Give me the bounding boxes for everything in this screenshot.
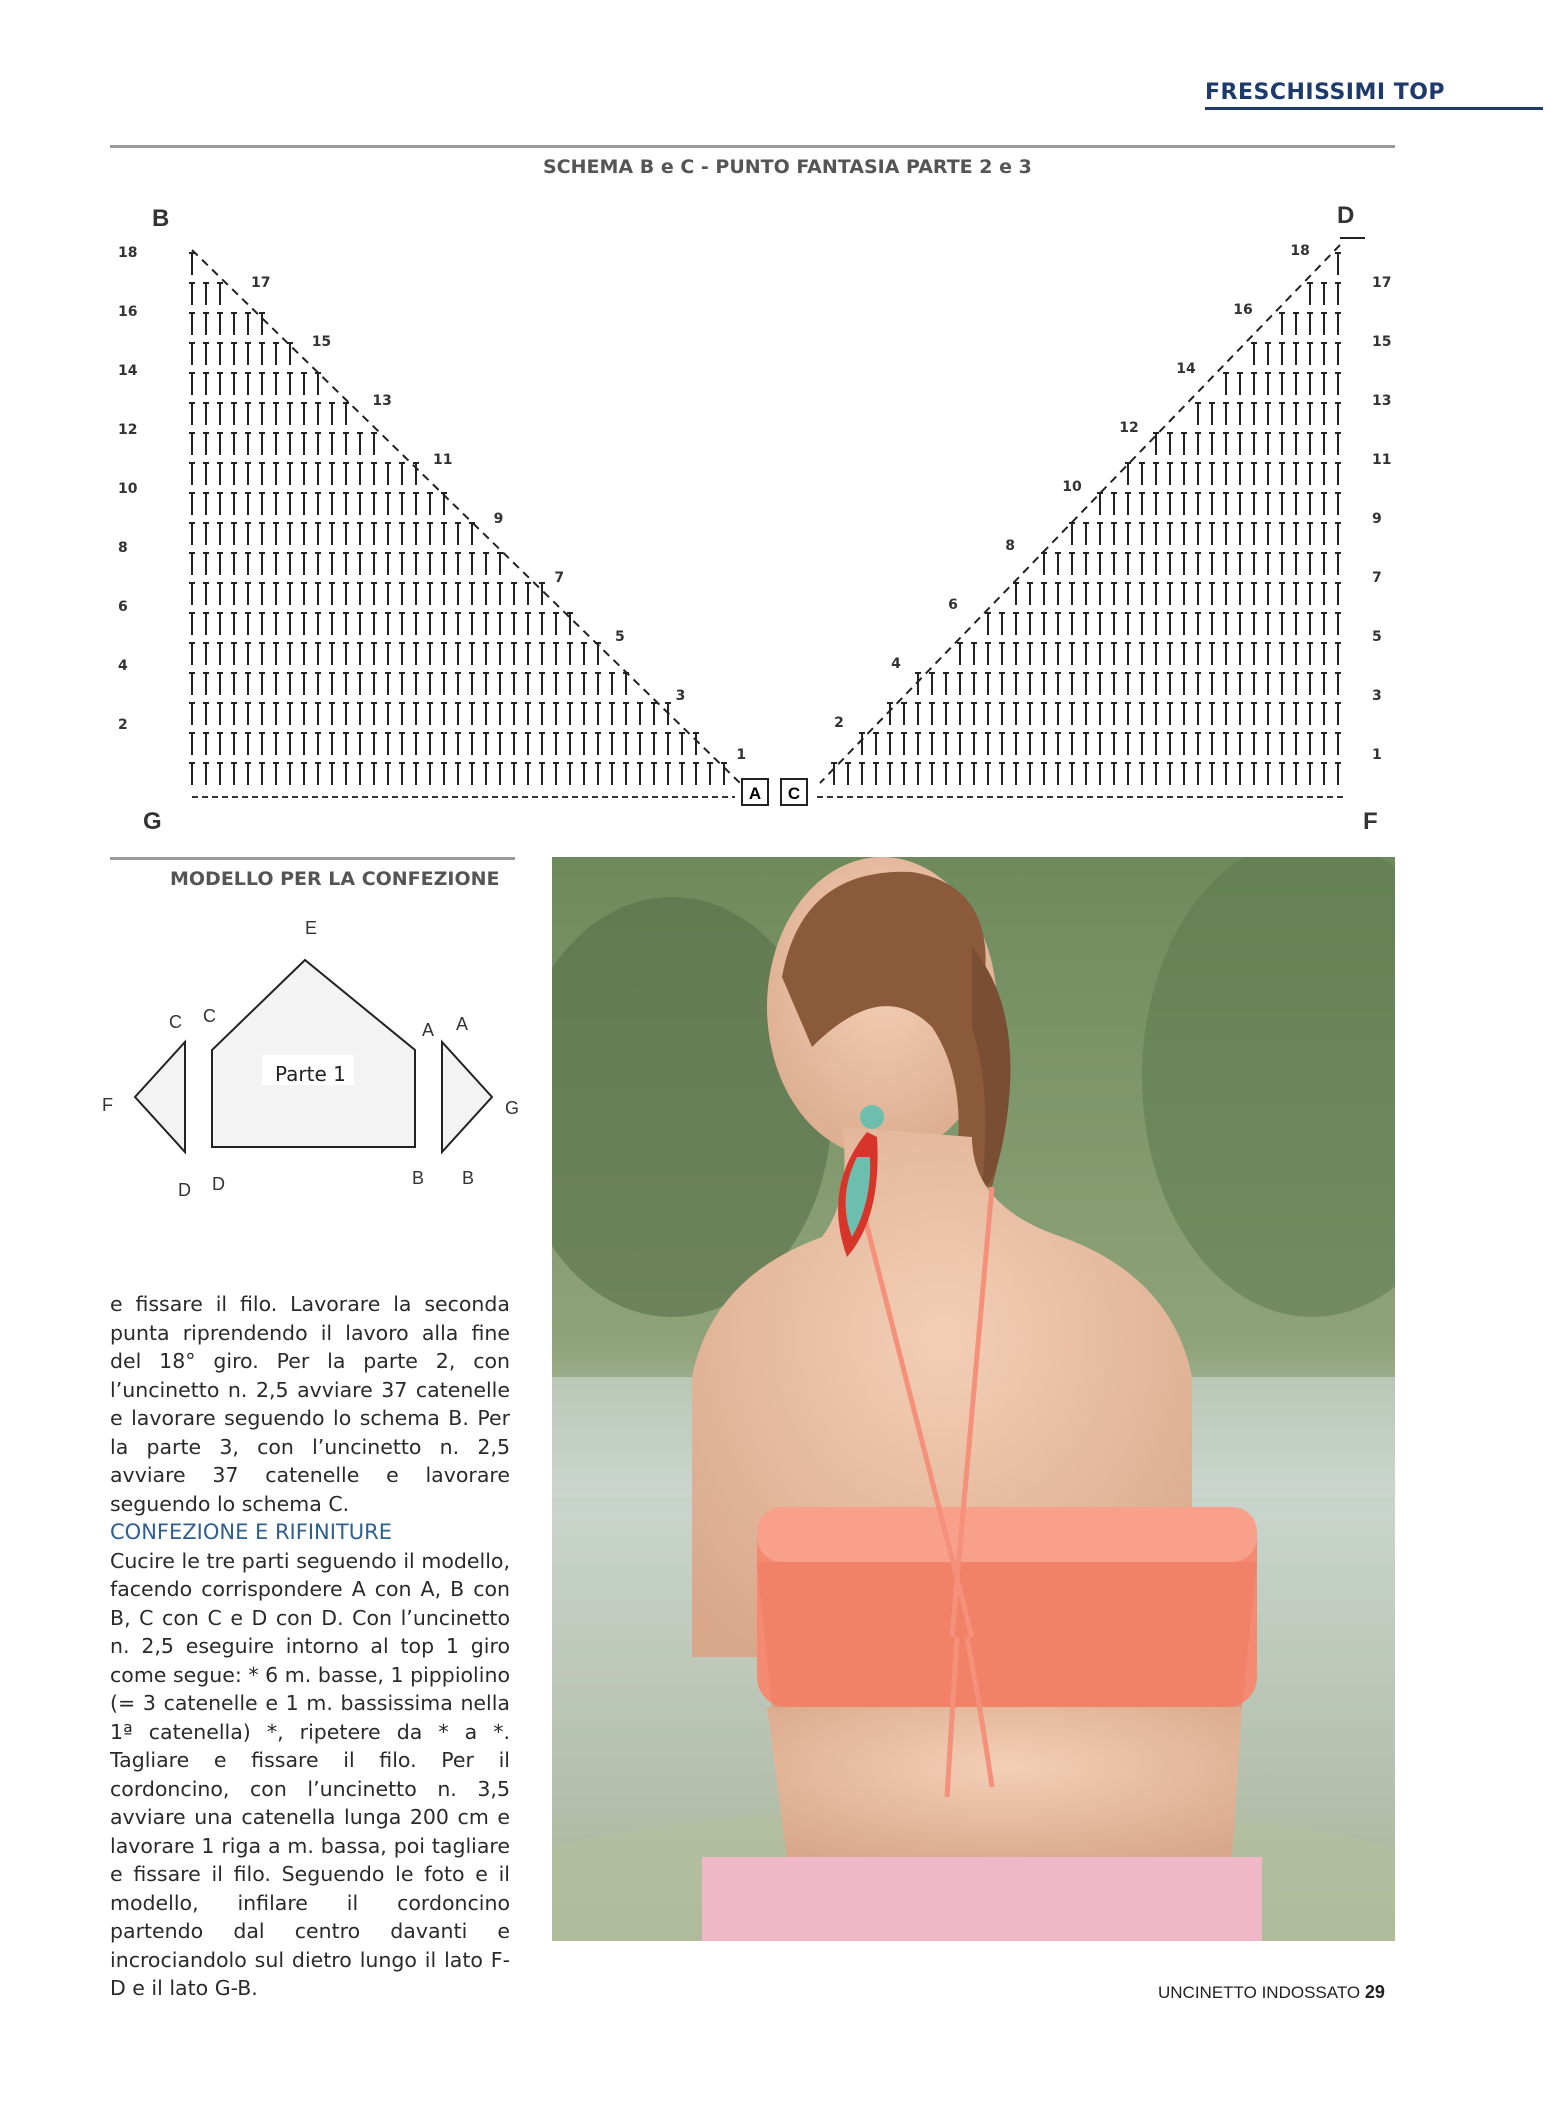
chart-c-row-label-17: 17 bbox=[1372, 275, 1392, 291]
page-number: 29 bbox=[1364, 1982, 1385, 2002]
box-a-label: A bbox=[748, 784, 762, 803]
chart-b-row-label-17: 17 bbox=[251, 275, 271, 291]
chart-c-row-label-1: 1 bbox=[1372, 747, 1382, 763]
header-rule bbox=[1205, 107, 1543, 110]
chart-c-row-label-12: 12 bbox=[1119, 420, 1139, 436]
model-label-e: E bbox=[305, 918, 318, 938]
model-label-d-inner: D bbox=[212, 1174, 225, 1194]
chart-c-diagonal bbox=[820, 245, 1340, 783]
chart-b-row-label-18: 18 bbox=[118, 245, 138, 261]
chart-c-row-label-5: 5 bbox=[1372, 629, 1382, 645]
model-label-a-inner: A bbox=[422, 1020, 435, 1040]
instructions-paragraph-2: Cucire le tre parti seguendo il modello, facendo corrispondere A con A, B con B, C con C e D con D. Con l’uncinetto n. 2,5 eseguire intorno al top 1 giro come segue: * 6 m. basse, 1 pippiolino (= 3 catenelle e 1 m. bassissima nella 1ª catenella) *, ripetere da * a *. Tagliare e fissare il filo. Per il cordoncino, con l’uncinetto n. 3,5 avviare una catenella lunga 200 cm e lavorare 1 riga a m. bassa, poi tagliare e fissare il filo. Seguendo le foto e il modello, infilare il cordoncino partendo dal centro davanti e incrociandolo sul dietro lungo il lato F-D e il lato G-B. bbox=[110, 1548, 510, 2000]
chart-b-row-label-5: 5 bbox=[615, 629, 625, 645]
chart-c-stitches bbox=[831, 253, 1341, 785]
chart-b-row-label-4: 4 bbox=[118, 658, 128, 674]
part-1-label: Parte 1 bbox=[275, 1062, 346, 1086]
chart-c-row-label-2: 2 bbox=[834, 715, 844, 731]
model-photo bbox=[552, 857, 1395, 1941]
chart-b-row-label-13: 13 bbox=[372, 393, 392, 409]
footer-magazine-name: UNCINETTO INDOSSATO bbox=[1158, 1983, 1361, 2002]
chart-b-row-label-10: 10 bbox=[118, 481, 138, 497]
chart-b-row-label-11: 11 bbox=[433, 452, 453, 468]
model-label-a-outer: A bbox=[456, 1014, 469, 1034]
corner-b-label: B bbox=[152, 205, 170, 232]
box-c-label: C bbox=[787, 784, 801, 803]
part-2-shape bbox=[442, 1042, 492, 1152]
model-section-title: MODELLO PER LA CONFEZIONE bbox=[170, 868, 500, 890]
model-label-g: G bbox=[505, 1098, 520, 1118]
chart-b-row-label-2: 2 bbox=[118, 717, 128, 733]
chart-b-row-label-8: 8 bbox=[118, 540, 128, 556]
chart-c-row-label-9: 9 bbox=[1372, 511, 1382, 527]
chart-b-row-label-3: 3 bbox=[675, 688, 686, 704]
corner-f-label: F bbox=[1363, 808, 1378, 835]
chart-c-row-label-11: 11 bbox=[1372, 452, 1392, 468]
chart-top-rule bbox=[110, 145, 1395, 148]
chart-b-row-label-12: 12 bbox=[118, 422, 138, 438]
chart-b-row-label-16: 16 bbox=[118, 304, 138, 320]
part-3-shape bbox=[135, 1042, 185, 1152]
chart-c-row-label-15: 15 bbox=[1372, 334, 1392, 350]
crochet-chart-svg bbox=[110, 195, 1400, 840]
page-footer bbox=[1158, 1982, 1385, 2003]
model-photo-illustration bbox=[552, 857, 1395, 1941]
chart-c-row-label-7: 7 bbox=[1372, 570, 1382, 586]
chart-c-row-label-8: 8 bbox=[1005, 538, 1015, 554]
model-label-d-outer: D bbox=[178, 1180, 191, 1200]
chart-c-row-label-13: 13 bbox=[1372, 393, 1392, 409]
model-label-c-outer: C bbox=[169, 1012, 182, 1032]
instructions-paragraph-1: e fissare il filo. Lavorare la seconda punta riprendendo il lavoro alla fine del 18° giro. Per la parte 2, con l’uncinetto n. 2,5 avviare 37 catenelle e lavorare seguendo lo schema B. Per la parte 3, con l’uncinetto n. 2,5 avviare 37 catenelle e lavorare seguendo lo schema C. bbox=[110, 1292, 510, 1516]
chart-b-row-label-6: 6 bbox=[118, 599, 128, 615]
model-label-f: F bbox=[102, 1095, 113, 1115]
chart-b-row-label-1: 1 bbox=[736, 747, 747, 763]
part-1-shape bbox=[212, 960, 415, 1147]
chart-section-title: SCHEMA B e C - PUNTO FANTASIA PARTE 2 e 3 bbox=[543, 156, 1032, 178]
model-label-c-inner: C bbox=[203, 1006, 216, 1026]
chart-b-row-label-9: 9 bbox=[493, 511, 504, 527]
chart-c-row-label-4: 4 bbox=[891, 656, 901, 672]
chart-b-stitches bbox=[189, 253, 727, 785]
chart-c-row-label-6: 6 bbox=[948, 597, 958, 613]
assembly-diagram-svg bbox=[95, 915, 535, 1205]
corner-d-label: D bbox=[1337, 202, 1355, 229]
chart-c-row-label-18: 18 bbox=[1290, 243, 1310, 259]
chart-b-row-label-14: 14 bbox=[118, 363, 138, 379]
magazine-section-title: FRESCHISSIMI TOP bbox=[1205, 80, 1446, 105]
crochet-chart bbox=[110, 195, 1400, 840]
chart-c-row-label-10: 10 bbox=[1062, 479, 1082, 495]
chart-c-row-label-16: 16 bbox=[1233, 302, 1253, 318]
chart-c-row-label-14: 14 bbox=[1176, 361, 1196, 377]
chart-b-row-label-15: 15 bbox=[311, 334, 332, 350]
corner-g-label: G bbox=[143, 808, 162, 835]
model-label-b-outer: B bbox=[462, 1168, 475, 1188]
assembly-diagram bbox=[95, 915, 535, 1205]
finishing-subheading: CONFEZIONE E RIFINITURE bbox=[110, 1520, 392, 1544]
chart-b-row-label-7: 7 bbox=[554, 570, 565, 586]
instructions-text bbox=[110, 1290, 510, 2003]
chart-c-row-label-3: 3 bbox=[1372, 688, 1382, 704]
model-label-b-inner: B bbox=[412, 1168, 425, 1188]
model-top-rule bbox=[110, 857, 515, 860]
